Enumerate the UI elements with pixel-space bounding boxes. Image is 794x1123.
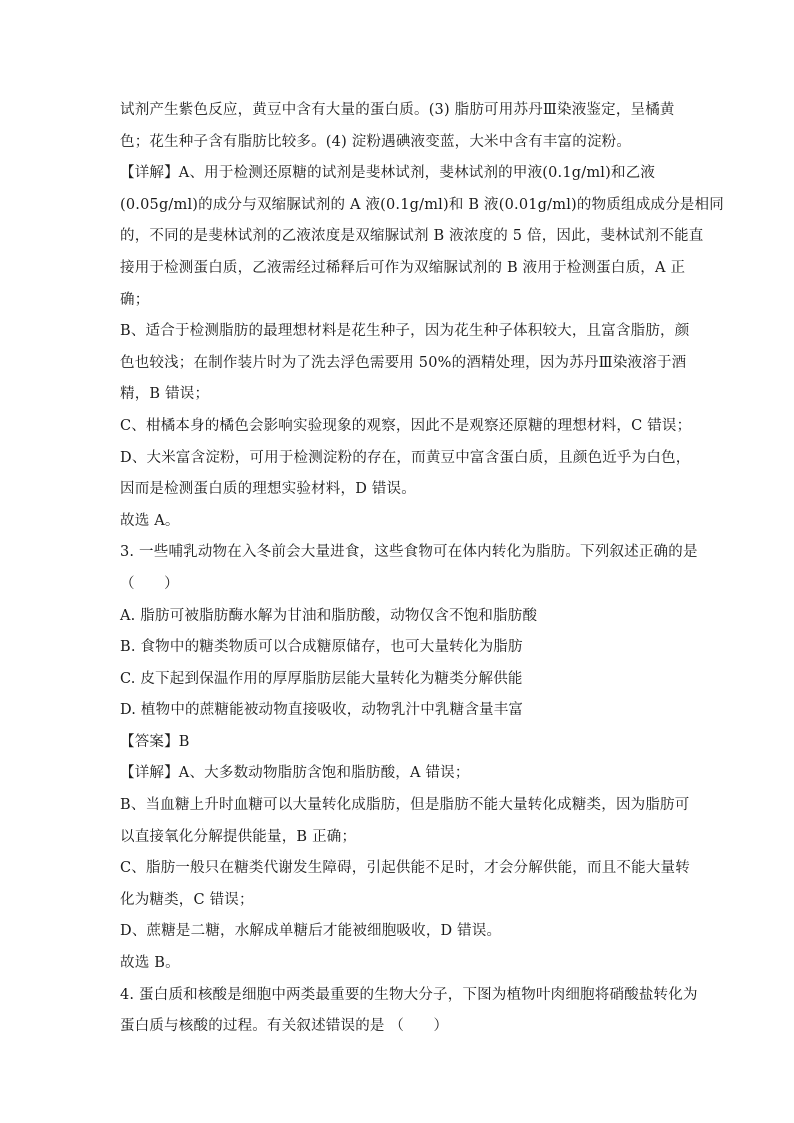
text-line: 确；	[120, 291, 150, 308]
text-line: 故选 A。	[120, 512, 180, 529]
text-line: 精，B 错误；	[120, 386, 210, 403]
text-line: 色；花生种子含有脂肪比较多。(4) 淀粉遇碘液变蓝，大米中含有丰富的淀粉。	[120, 133, 632, 150]
text-line: 故选 B。	[120, 955, 180, 972]
text-line: 色也较浅；在制作装片时为了洗去浮色需要用 50%的酒精处理，因为苏丹Ⅲ染液溶于酒	[120, 354, 687, 371]
text-line: (0.05g/ml)的成分与双缩脲试剂的 A 液(0.1g/ml)和 B 液(0.01g/ml)的物质组成成分是相同	[120, 196, 724, 213]
text-line: C、柑橘本身的橘色会影响实验现象的观察，因此不是观察还原糖的理想材料，C 错误；	[120, 417, 692, 434]
option-d: D. 植物中的蔗糖能被动物直接吸收，动物乳汁中乳糖含量丰富	[120, 702, 524, 719]
text-line: （ ）	[120, 575, 179, 592]
question-stem: 4. 蛋白质和核酸是细胞中两类最重要的生物大分子，下图为植物叶肉细胞将硝酸盐转化为	[120, 986, 698, 1003]
text-line: 试剂产生紫色反应，黄豆中含有大量的蛋白质。(3) 脂肪可用苏丹Ⅲ染液鉴定，呈橘黄	[120, 102, 675, 118]
text-line: 化为糖类，C 错误；	[120, 891, 254, 908]
text-line: 接用于检测蛋白质，乙液需经过稀释后可作为双缩脲试剂的 B 液用于检测蛋白质，A 正	[120, 259, 686, 276]
text-line: D、蔗糖是二糖，水解成单糖后才能被细胞吸收，D 错误。	[120, 923, 502, 940]
text-line: D、大米富含淀粉，可用于检测淀粉的存在，而黄豆中富含蛋白质，且颜色近乎为白色，	[120, 449, 691, 466]
option-c: C. 皮下起到保温作用的厚厚脂肪层能大量转化为糖类分解供能	[120, 670, 523, 687]
text-line: 因而是检测蛋白质的理想实验材料，D 错误。	[120, 481, 416, 498]
question-stem: 3. 一些哺乳动物在入冬前会大量进食，这些食物可在体内转化为脂肪。下列叙述正确的是	[120, 544, 698, 561]
option-a: A. 脂肪可被脂肪酶水解为甘油和脂肪酸，动物仅含不饱和脂肪酸	[120, 607, 538, 624]
text-line: 以直接氧化分解提供能量，B 正确；	[120, 828, 357, 845]
answer-line: 【答案】B	[120, 733, 190, 750]
text-line: 蛋白质与核酸的过程。有关叙述错误的是 （ ）	[120, 1018, 449, 1035]
text-line: B、适合于检测脂肪的最理想材料是花生种子，因为花生种子体积较大，且富含脂肪，颜	[120, 323, 690, 340]
option-b: B. 食物中的糖类物质可以合成糖原储存，也可大量转化为脂肪	[120, 639, 523, 656]
text-line: 【详解】A、大多数动物脂肪含饱和脂肪酸，A 错误；	[120, 765, 470, 782]
document-page	[120, 95, 724, 1043]
text-line: C、脂肪一般只在糖类代谢发生障碍，引起供能不足时，才会分解供能，而且不能大量转	[120, 860, 690, 877]
text-line: 【详解】A、用于检测还原糖的试剂是斐林试剂，斐林试剂的甲液(0.1g/ml)和乙液	[120, 165, 656, 182]
text-line: 的，不同的是斐林试剂的乙液浓度是双缩脲试剂 B 液浓度的 5 倍，因此，斐林试剂不能直	[120, 228, 704, 245]
text-line: B、当血糖上升时血糖可以大量转化成脂肪，但是脂肪不能大量转化成糖类，因为脂肪可	[120, 797, 690, 814]
